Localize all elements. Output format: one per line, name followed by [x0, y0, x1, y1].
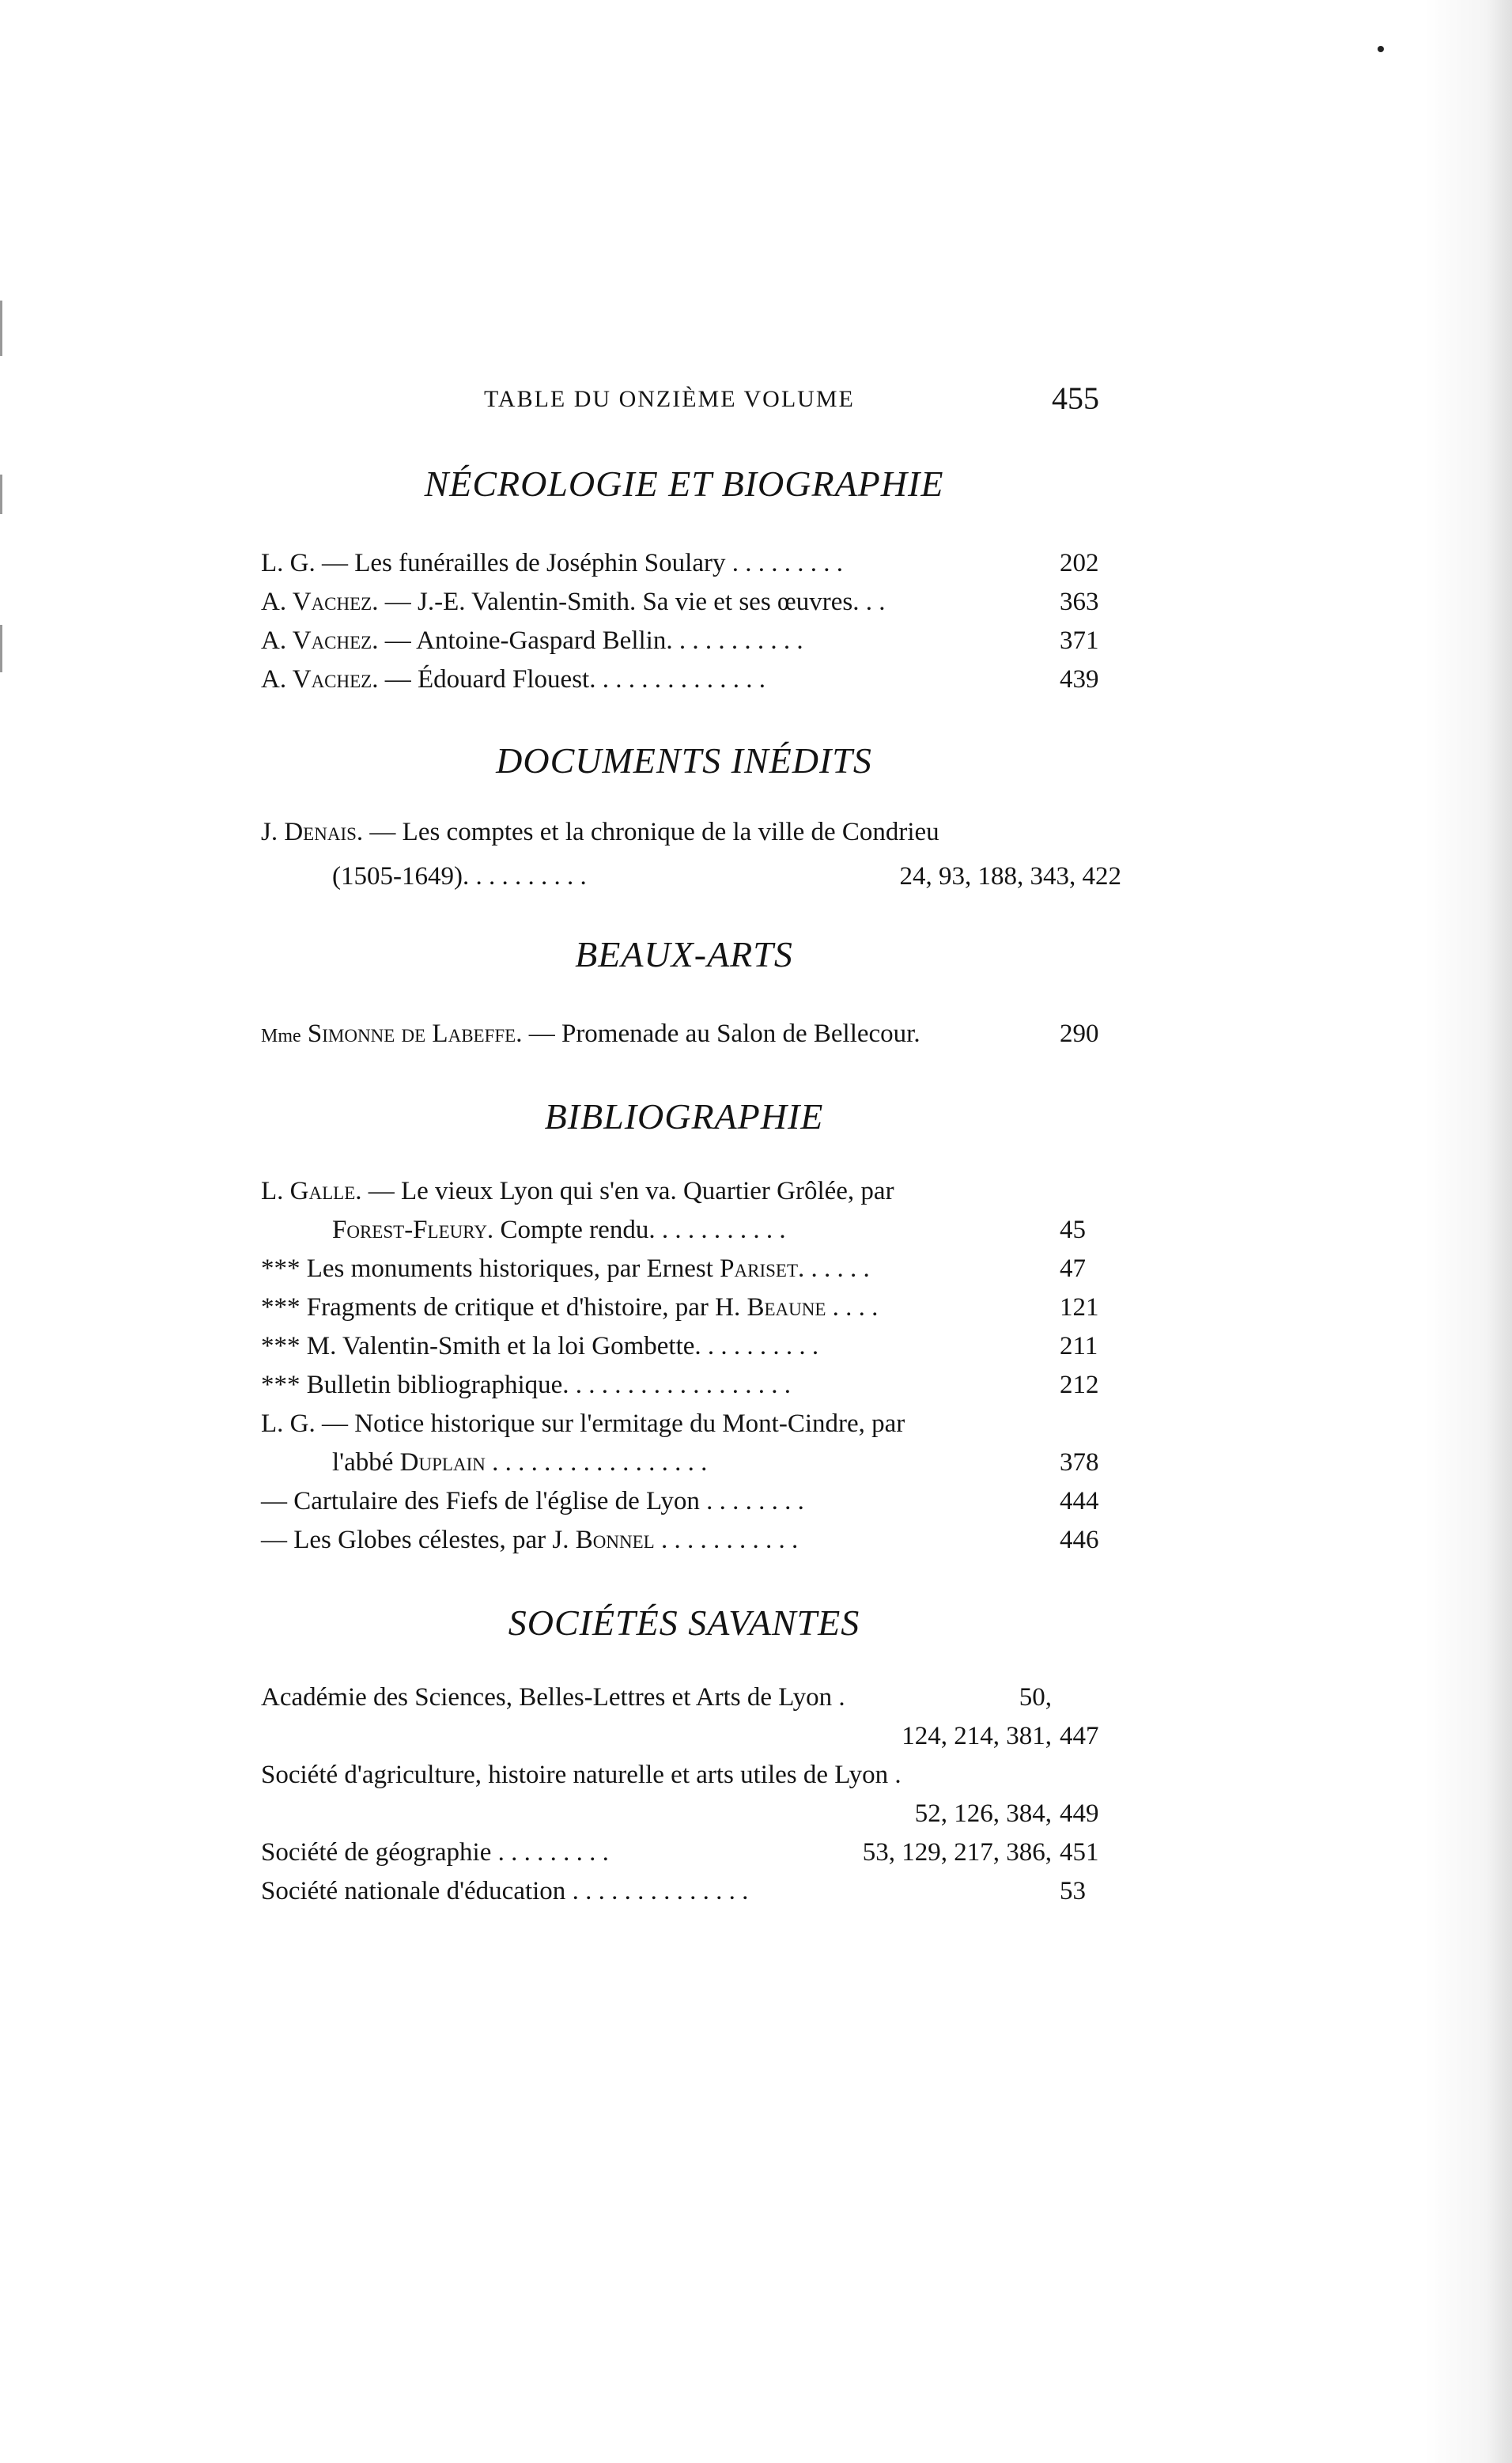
entry-continuation-pages: 124, 214, 381, — [902, 1722, 1052, 1750]
entry-title: M. Valentin-Smith et la loi Gombette — [306, 1332, 695, 1360]
entry-title: — Édouard Flouest — [384, 665, 590, 694]
toc-entry: — Les Globes célestes, par J. Bonnel . . . . . . . . . . . 446 — [261, 1521, 1115, 1559]
entry-page: 447 — [1060, 1722, 1099, 1750]
ink-spot — [1378, 46, 1384, 52]
entry-author: J. Denais. — [261, 818, 364, 846]
entry-title: — J.-E. Valentin-Smith. Sa vie et ses œuvres — [384, 588, 853, 616]
entry-pages-inline: 53, 129, 217, 386, — [862, 1838, 1052, 1867]
entry-pages-inline: 50, — [1019, 1683, 1052, 1712]
scan-mark — [0, 625, 2, 672]
entry-continuation-author: Duplain — [399, 1448, 486, 1477]
entry-title: Société nationale d'éducation — [261, 1877, 566, 1905]
entry-author: *** — [261, 1332, 301, 1360]
entry-title: — Antoine-Gaspard Bellin — [384, 626, 667, 655]
toc-entry — [261, 813, 1115, 851]
section-title: BEAUX-ARTS — [575, 934, 793, 974]
section-title: SOCIÉTÉS SAVANTES — [508, 1602, 860, 1643]
entry-author: A. Vachez. — [261, 588, 379, 616]
toc-entry: *** Fragments de critique et d'histoire, par H. Beaune . . . . 121 — [261, 1288, 1115, 1326]
toc-entry — [261, 1015, 1115, 1053]
entry-page: 47 — [1060, 1254, 1086, 1283]
entry-page: 378 — [1060, 1448, 1099, 1477]
entry-page: 444 — [1060, 1487, 1099, 1515]
entry-title: — Les Globes célestes, par J. — [261, 1526, 569, 1554]
toc-entry: *** M. Valentin-Smith et la loi Gombette. . . . . . . . . . 211 — [261, 1327, 1115, 1365]
entry-continuation: (1505-1649) — [332, 862, 463, 891]
entry-author: *** — [261, 1254, 301, 1283]
entry-author: *** — [261, 1293, 301, 1322]
page-number: 455 — [1052, 380, 1099, 416]
entry-author: L. Galle. — [261, 1177, 362, 1205]
toc-entry-continuation: (1505-1649). . . . . . . . . . 24, 93, 188, 343, 422 — [261, 857, 1115, 895]
entry-author: Simonne de Labeffe. — [307, 1020, 523, 1048]
entry-title: Les monuments historiques, par Ernest — [306, 1254, 713, 1283]
toc-entry: A. Vachez. — Édouard Flouest. . . . . . . . . . . . . . 439 — [261, 660, 1115, 698]
entry-page: 202 — [1060, 549, 1099, 577]
entry-title: Bulletin bibliographique — [306, 1371, 563, 1399]
entry-page: 446 — [1060, 1526, 1099, 1554]
entry-page: 53 — [1060, 1877, 1086, 1905]
entry-title: Société d'agriculture, histoire naturelle et arts utiles de Lyon . — [261, 1761, 902, 1789]
section-title: NÉCROLOGIE ET BIOGRAPHIE — [424, 463, 944, 504]
entry-title: — Les funérailles de Joséphin Soulary — [322, 549, 726, 577]
toc-entry: *** Bulletin bibliographique. . . . . . . . . . . . . . . . . . 212 — [261, 1366, 1115, 1404]
toc-entry — [261, 1172, 1115, 1210]
section-title: BIBLIOGRAPHIE — [544, 1096, 824, 1137]
section-title: DOCUMENTS INÉDITS — [496, 740, 872, 781]
toc-entry: — Cartulaire des Fiefs de l'église de Lyon . . . . . . . . 444 — [261, 1482, 1115, 1520]
entry-title: — Le vieux Lyon qui s'en va. Quartier Grôlée, par — [368, 1177, 894, 1205]
entry-author-after: Pariset — [720, 1254, 799, 1283]
entry-title: Fragments de critique et d'histoire, par H. — [306, 1293, 741, 1322]
entry-author-after: Beaune — [747, 1293, 826, 1322]
entry-page: 363 — [1060, 588, 1099, 616]
entry-continuation-pages: 52, 126, 384, — [914, 1799, 1052, 1828]
entry-author: L. G. — [261, 549, 316, 577]
toc-entry — [261, 1678, 1115, 1716]
toc-entry-continuation: Forest-Fleury. Compte rendu. . . . . . . . . . . 45 — [261, 1211, 1115, 1249]
toc-entry-continuation — [261, 1795, 1115, 1833]
entry-continuation-author: Forest-Fleury. — [332, 1216, 494, 1244]
scan-shadow — [1425, 0, 1512, 2463]
toc-entry — [261, 1756, 1115, 1794]
entry-page: 439 — [1060, 665, 1099, 694]
entry-title: Académie des Sciences, Belles-Lettres et Arts de Lyon . — [261, 1683, 845, 1712]
scan-mark — [0, 301, 2, 356]
entry-title: — Cartulaire des Fiefs de l'église de Lyon — [261, 1487, 700, 1515]
running-title: TABLE DU ONZIÈME VOLUME — [484, 386, 855, 412]
entry-page: 45 — [1060, 1216, 1086, 1244]
entry-author: *** — [261, 1371, 301, 1399]
toc-entry: Société de géographie . . . . . . . . . 53, 129, 217, 386, 451 — [261, 1833, 1115, 1871]
toc-entry: *** Les monuments historiques, par Ernest Pariset. . . . . . 47 — [261, 1250, 1115, 1288]
entry-page: 212 — [1060, 1371, 1099, 1399]
entry-author: L. G. — [261, 1409, 316, 1438]
entry-page: 290 — [1060, 1020, 1099, 1048]
entry-author: A. Vachez. — [261, 626, 379, 655]
entry-page: 371 — [1060, 626, 1099, 655]
toc-entry: A. Vachez. — Antoine-Gaspard Bellin. . . . . . . . . . . 371 — [261, 622, 1115, 660]
entry-title: — Promenade au Salon de Bellecour. — [528, 1020, 920, 1048]
toc-entry — [261, 1405, 1115, 1443]
toc-entry-continuation: l'abbé Duplain . . . . . . . . . . . . . . . . . 378 — [261, 1443, 1115, 1481]
page-header — [0, 380, 1512, 433]
entry-continuation: Compte rendu — [500, 1216, 649, 1244]
entry-title: Société de géographie — [261, 1838, 492, 1867]
toc-entry: Société nationale d'éducation . . . . . . . . . . . . . . 53 — [261, 1872, 1115, 1910]
entry-continuation: l'abbé — [332, 1448, 394, 1477]
toc-entry: A. Vachez. — J.-E. Valentin-Smith. Sa vie et ses œuvres. . . 363 — [261, 583, 1115, 621]
entry-page: 211 — [1060, 1332, 1098, 1360]
entry-prefix: Mme — [261, 1026, 301, 1046]
entry-page: 449 — [1060, 1799, 1099, 1828]
entry-author-after: Bonnel — [575, 1526, 655, 1554]
toc-entry-continuation — [261, 1717, 1115, 1755]
entry-title: — Les comptes et la chronique de la ville de Condrieu — [369, 818, 939, 846]
entry-page: 121 — [1060, 1293, 1099, 1322]
toc-entry: L. G. — Les funérailles de Joséphin Soulary . . . . . . . . . 202 — [261, 544, 1115, 582]
entry-author: A. Vachez. — [261, 665, 379, 694]
entry-pages: 24, 93, 188, 343, 422 — [899, 862, 1121, 891]
entry-title: — Notice historique sur l'ermitage du Mont-Cindre, par — [322, 1409, 905, 1438]
entry-page: 451 — [1060, 1838, 1099, 1867]
